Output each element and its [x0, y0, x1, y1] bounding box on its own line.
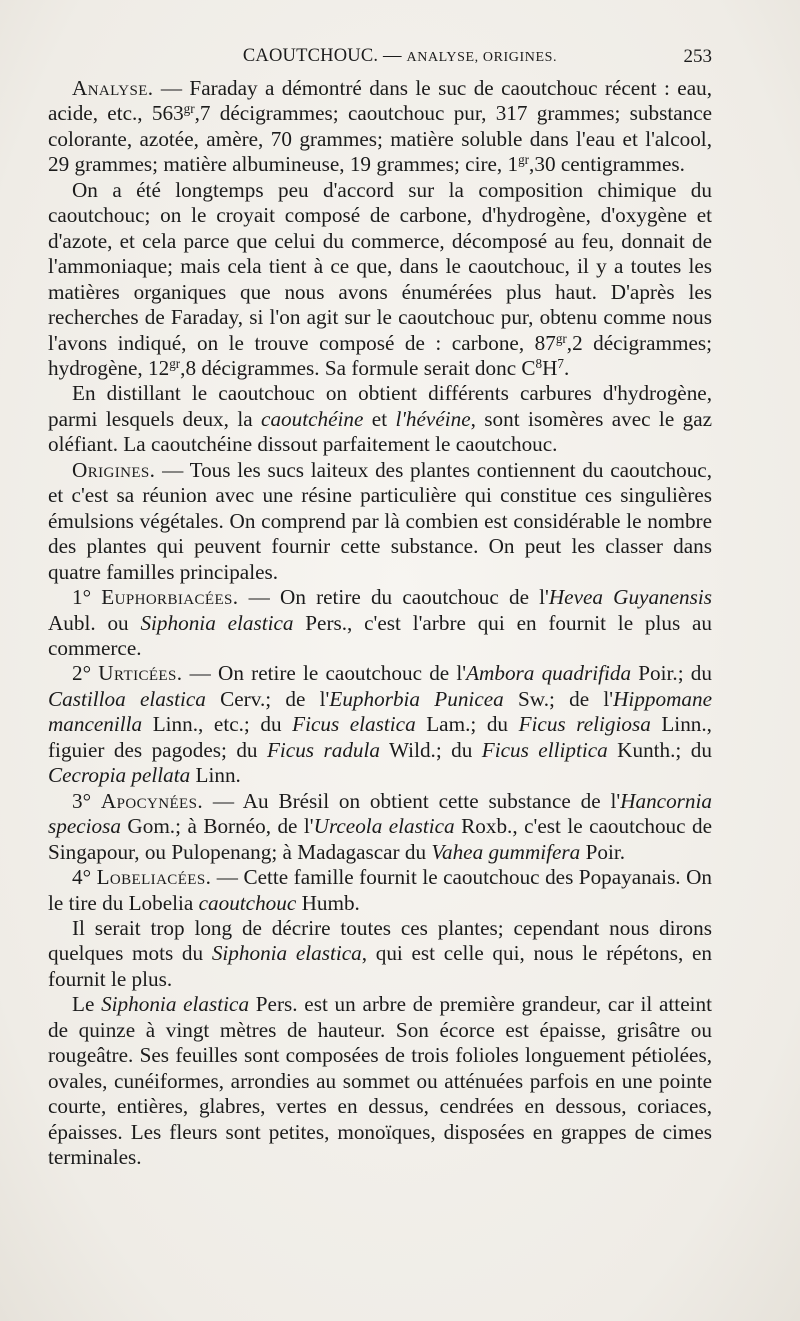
italic-term: l'hévéine [395, 406, 471, 431]
family-head: Apocynées. [100, 788, 204, 813]
text-run: ,2 décigrammes; hydrogène, 12 [48, 330, 712, 380]
text-run: Lam.; du [415, 712, 519, 737]
text-run: Poir. [580, 839, 626, 864]
running-title [0, 46, 800, 67]
text-run: Le [72, 992, 102, 1017]
text-run: ,8 décigrammes. Sa formule serait donc C [180, 355, 536, 380]
family-head: Lobeliacées. [96, 865, 212, 890]
family-head: Urticées. [98, 661, 183, 686]
text-run: , qui est celle qui, nous le répétons, en fournit le plus. [48, 941, 712, 991]
paragraph-analyse [48, 76, 712, 178]
text-run: Gom.; à Bornéo, de l' [120, 814, 314, 839]
text-run: — Tous les sucs laiteux des plantes contiennent du caoutchouc, et c'est sa réunion avec une résine particulière qui constitue ces singulières émulsions végétales. On comprend par là combien est considérable le nombre des plantes qui peuvent fournir cette substance. On peut les classer dans quatre familles principales. [48, 457, 712, 584]
italic-term: Siphonia elastica [101, 992, 250, 1017]
paragraph-siphonia [48, 992, 712, 1170]
italic-term: Euphorbia Punicea [329, 686, 504, 711]
text-run: Poir.; du [631, 661, 712, 686]
superscript-gr: gr [555, 330, 567, 346]
italic-term: Ficus elastica [292, 712, 416, 737]
italic-term: Ficus elliptica [481, 737, 608, 762]
paragraph-apocynees [48, 789, 712, 865]
italic-term: caoutchéine [261, 406, 364, 431]
text-run: ,30 centigrammes. [529, 152, 685, 177]
text-run: H [542, 355, 558, 380]
paragraph-urticees [48, 661, 712, 788]
text-run: Cerv.; de l' [205, 686, 330, 711]
text-run: Humb. [296, 890, 360, 915]
text-run: Kunth.; du [607, 737, 712, 762]
text-run: Pers., c'est l'arbre qui en fournit le plus au commerce. [48, 610, 712, 660]
formula-index-h: 7 [557, 355, 564, 371]
italic-term: Castilloa elastica [48, 686, 206, 711]
title-main: CAOUTCHOUC. — [242, 46, 402, 66]
text-run: Aubl. ou [48, 610, 141, 635]
text-run: — Cette famille fournit le caoutchouc des Popayanais. On le tire du Lobelia [48, 865, 712, 915]
text-run: , sont isomères avec le gaz oléfiant. La caoutchéine dissout parfaitement le caoutchouc. [48, 406, 713, 457]
title-subtitle: ANALYSE, ORIGINES. [406, 50, 558, 65]
italic-term: Hancornia speciosa [48, 788, 712, 839]
text-run: ,7 décigrammes; caoutchouc pur, 317 grammes; substance colorante, azotée, amère, 70 grammes; matière soluble dans l'eau et l'alcool, 29 grammes; matière albumineuse, 19 grammes; cire, 1 [48, 101, 713, 177]
text-run: et [363, 406, 396, 431]
italic-term: Cecropia pellata [48, 763, 191, 788]
family-head: Euphorbiacées. [101, 585, 239, 610]
formula-index-c: 8 [535, 355, 543, 371]
paragraph-transition [48, 916, 712, 992]
section-head-analyse: Analyse. [72, 76, 154, 100]
running-header [0, 46, 800, 70]
text-run: Il serait trop long de décrire toutes ces plantes; cependant nous dirons quelques mots du [48, 915, 712, 966]
italic-term: Hippomane mancenilla [48, 686, 712, 737]
text-run: Wild.; du [379, 737, 482, 762]
text-run: En distillant le caoutchouc on obtient différents carbures d'hydrogène, parmi lesquels deux, la [48, 381, 712, 431]
text-run: Linn. [190, 763, 241, 788]
paragraph-composition [48, 178, 712, 382]
text-run: On a été longtemps peu d'accord sur la composition chimique du caoutchouc; on le croyait composé de carbone, d'hydrogène, d'oxygène et d'azote, et cela parce que celui du commerce, décomposé au feu, donnait de l'ammoniaque; mais cela tient à ce que, dans le caoutchouc, il y a toutes les matières organiques que nous avons énumérées plus haut. D'après les recherches de Faraday, si l'on agit sur le caoutchouc pur, obtenu comme nous l'avons indiqué, on le trouve composé de : carbone, 87 [48, 177, 712, 355]
list-number: 1° [72, 585, 92, 610]
italic-term: Siphonia elastica [140, 610, 294, 635]
italic-term: Ambora quadrifida [466, 661, 632, 686]
italic-term: Ficus radula [266, 737, 380, 762]
italic-term: Ficus religiosa [518, 712, 651, 737]
text-run: . [563, 355, 570, 380]
text-run: Roxb., c'est le caoutchouc de Singapour, ou Pulopenang; à Madagascar du [48, 814, 713, 864]
text-run: — On retire le caoutchouc de l' [182, 661, 467, 686]
list-number: 2° [72, 661, 92, 686]
italic-term: Hevea Guyanensis [548, 585, 713, 610]
paragraph-origines [48, 458, 712, 585]
paragraph-euphorbiacees [48, 585, 712, 661]
italic-term: Urceola elastica [313, 814, 455, 839]
superscript-gr: gr [518, 152, 530, 168]
paragraph-lobeliacees [48, 865, 712, 916]
text-run: Pers. est un arbre de première grandeur, car il atteint de quinze à vingt mètres de hauteur. Son écorce est épaisse, grisâtre ou rougeâtre. Ses feuilles sont composées de trois folioles longuement pétiolées, ovales, cunéiformes, arrondies au sommet ou atténuées parfois en une pointe courte, entières, glabres, vertes en dessus, cendrées en dessous, coriaces, épaisses. Les fleurs sont petites, monoïques, disposées en grappes de cimes terminales. [48, 992, 712, 1170]
text-run: Linn., figuier des pagodes; du [48, 712, 712, 762]
section-head-origines: Origines. [72, 457, 156, 482]
list-number: 4° [72, 865, 92, 890]
list-number: 3° [72, 788, 92, 813]
paragraph-distillation [48, 381, 712, 457]
superscript-gr: gr [183, 101, 195, 117]
text-run: — Au Brésil on obtient cette substance de l' [203, 788, 621, 813]
superscript-gr: gr [169, 355, 181, 371]
text-run: Sw.; de l' [503, 686, 614, 711]
italic-term: Vahea gummifera [431, 839, 581, 864]
italic-term: Siphonia elastica [211, 941, 362, 966]
text-run: Linn., etc.; du [142, 712, 293, 737]
text-run: — Faraday a démontré dans le suc de caoutchouc récent : eau, acide, etc., 563 [48, 76, 712, 126]
page-number: 253 [683, 46, 712, 67]
italic-term: caoutchouc [198, 890, 297, 915]
text-run: — On retire du caoutchouc de l' [238, 585, 549, 610]
body-text [48, 76, 712, 1170]
